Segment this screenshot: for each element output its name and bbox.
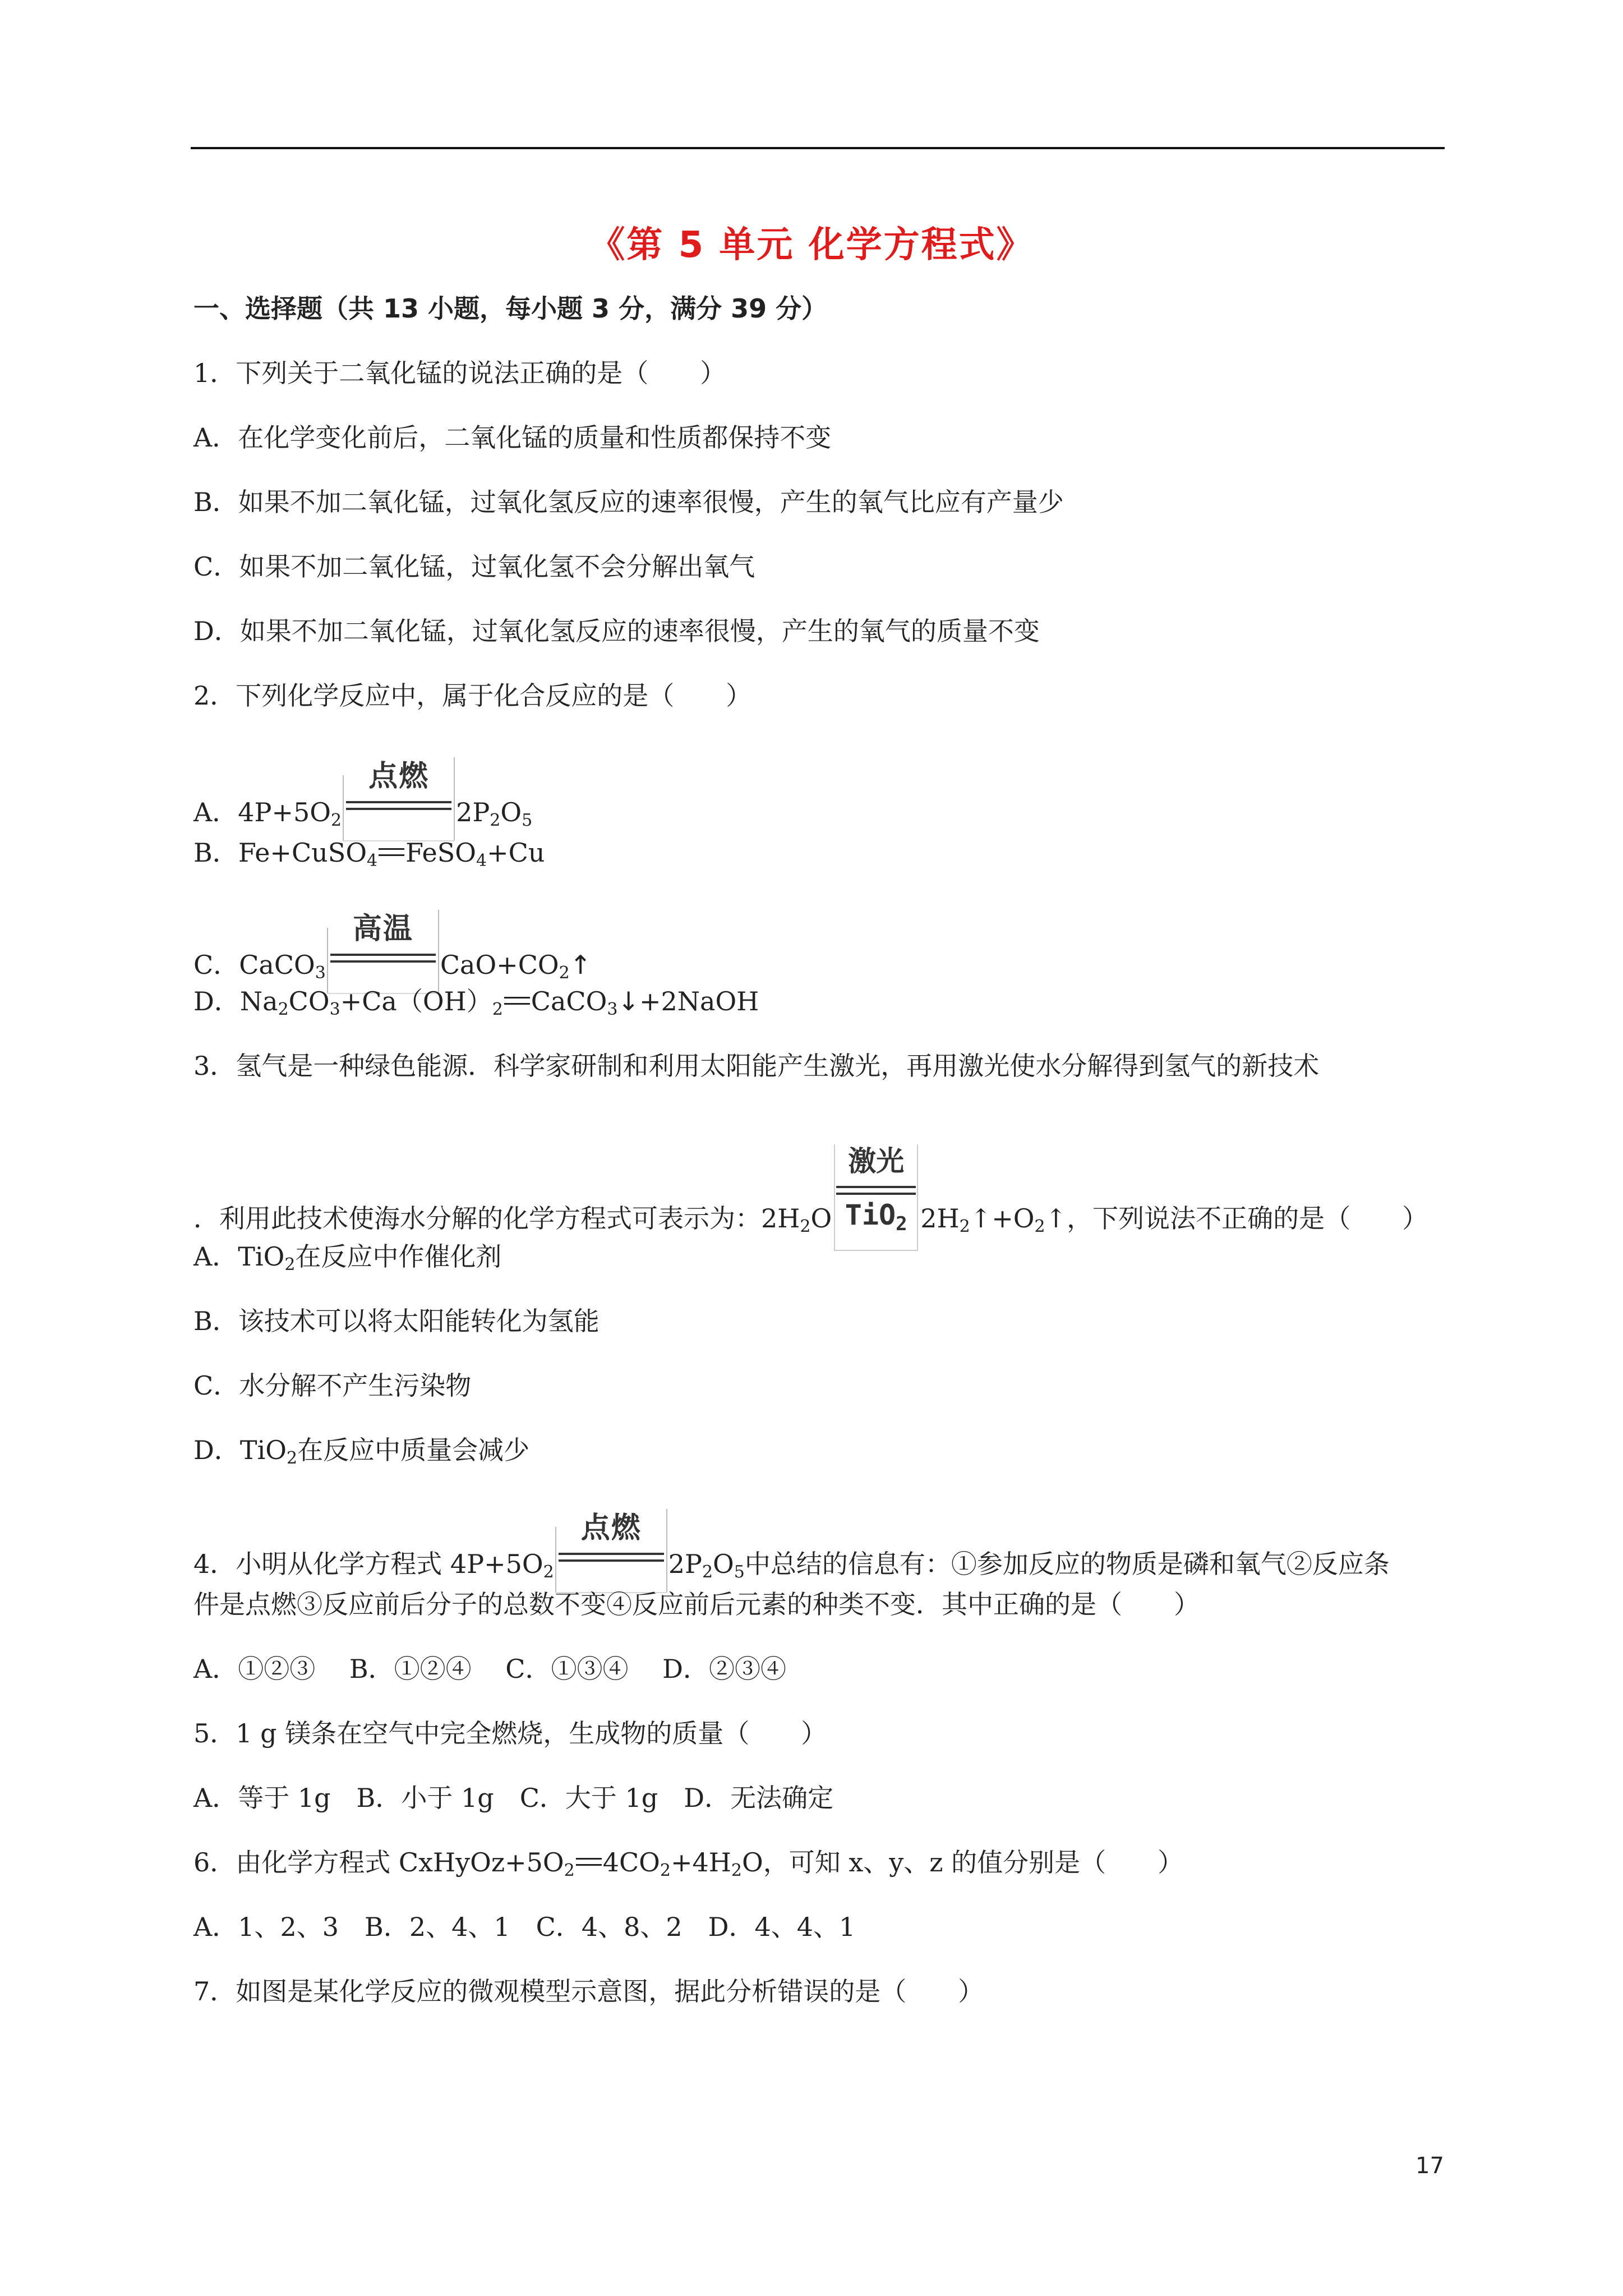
- formula-text: 4P+5O: [238, 797, 331, 827]
- question-3-stem-line-2: [193, 1144, 1428, 1251]
- subscript: 2: [660, 1861, 671, 1880]
- option-label: C．: [193, 950, 239, 980]
- question-5-stem: 5．1 g 镁条在空气中完全燃烧，生成物的质量（ ）: [193, 1718, 827, 1749]
- catalyst-label: [834, 1198, 918, 1235]
- condition-label: 激光: [848, 1145, 905, 1177]
- reaction-condition-laser: [834, 1144, 918, 1251]
- formula-text: Na: [239, 986, 278, 1016]
- subscript: 5: [522, 811, 533, 830]
- question-3-option-c: C．水分解不产生污染物: [193, 1370, 472, 1401]
- catalyst-formula: TiO: [845, 1199, 896, 1231]
- reaction-condition-ignite: [555, 1509, 667, 1593]
- stem-text: 4．小明从化学方程式 4P+5O: [193, 1549, 543, 1579]
- subscript: 2: [543, 1562, 554, 1582]
- subscript: 2: [731, 1861, 743, 1880]
- condition-label: 点燃: [368, 760, 430, 793]
- header-rule: [191, 147, 1445, 149]
- question-2-option-b: [193, 836, 545, 869]
- subscript: 3: [329, 1000, 340, 1019]
- question-1-option-c: C．如果不加二氧化锰，过氧化氢不会分解出氧气: [193, 551, 755, 582]
- question-1-option-a: A．在化学变化前后，二氧化锰的质量和性质都保持不变: [193, 422, 832, 453]
- formula-text: 4CO: [602, 1847, 660, 1878]
- option-text: A．TiO: [193, 1241, 285, 1272]
- subscript: 2: [492, 1000, 503, 1019]
- subscript: 2: [800, 1217, 811, 1236]
- formula-text: +2NaOH: [639, 986, 759, 1016]
- condition-label: 高温: [352, 912, 413, 946]
- page-number: 17: [1415, 2153, 1444, 2179]
- question-3-option-d: [193, 1433, 529, 1467]
- question-7-stem: 7．如图是某化学反应的微观模型示意图，据此分析错误的是（ ）: [193, 1976, 984, 2007]
- formula-text: ↑+O: [970, 1203, 1035, 1234]
- question-4-stem-line-1: [193, 1509, 1390, 1593]
- formula-text: CaCO: [239, 950, 315, 980]
- question-6-stem: [193, 1846, 1183, 1879]
- equals-sign: [576, 1858, 602, 1866]
- formula-text: +Ca（OH）: [340, 986, 492, 1016]
- reaction-condition-ignite: [343, 757, 455, 841]
- subscript: 2: [564, 1861, 575, 1880]
- question-5-options: A．等于 1g B．小于 1g C．大于 1g D．无法确定: [193, 1783, 834, 1813]
- subscript: 5: [734, 1562, 745, 1582]
- formula-text: 2H: [920, 1203, 960, 1234]
- question-2-stem: 2．下列化学反应中，属于化合反应的是（ ）: [193, 680, 752, 711]
- question-3-stem-line-1: 3．氢气是一种绿色能源．科学家研制和利用太阳能产生激光，再用激光使水分解得到氢气的新技术: [193, 1051, 1320, 1081]
- subscript: 4: [476, 851, 487, 871]
- page-title: 《第 5 单元 化学方程式》: [589, 224, 1034, 266]
- option-text: 在反应中作催化剂: [295, 1241, 502, 1272]
- reaction-condition-high-temp: [327, 910, 439, 994]
- option-label: D．: [193, 986, 240, 1016]
- stem-text: 中总结的信息有：①参加反应的物质是磷和氧气②反应条: [744, 1549, 1390, 1579]
- subscript: 2: [896, 1213, 907, 1235]
- question-1-stem: 1．下列关于二氧化锰的说法正确的是（ ）: [193, 358, 726, 388]
- formula-text: O: [713, 1549, 734, 1579]
- option-text: 在反应中质量会减少: [297, 1435, 530, 1465]
- condition-label: 点燃: [580, 1511, 642, 1545]
- stem-text: ．利用此技术使海水分解的化学方程式可表示为：2H: [193, 1203, 800, 1234]
- formula-text: 2P: [668, 1549, 702, 1579]
- subscript: 3: [607, 1000, 618, 1019]
- formula-text: CaCO: [531, 986, 607, 1016]
- question-1-option-b: B．如果不加二氧化锰，过氧化氢反应的速率很慢，产生的氧气比应有产量少: [193, 487, 1064, 517]
- option-text: D．TiO: [193, 1435, 287, 1465]
- subscript: 2: [702, 1562, 713, 1582]
- formula-text: 2P: [456, 797, 490, 827]
- subscript: 2: [287, 1448, 298, 1468]
- stem-text: O，可知 x、y、z 的值分别是（ ）: [742, 1847, 1184, 1878]
- formula-text: CO: [288, 986, 330, 1016]
- subscript: 2: [278, 1000, 289, 1019]
- formula-text: +4H: [670, 1847, 731, 1878]
- subscript: 2: [284, 1255, 296, 1274]
- question-2-option-d: [193, 984, 759, 1018]
- subscript: 2: [1034, 1217, 1045, 1236]
- subscript: 2: [959, 1217, 970, 1236]
- precipitate-arrow-icon: ↓: [617, 986, 639, 1016]
- question-4-options: A．①②③ B．①②④ C．①③④ D．②③④: [193, 1654, 786, 1684]
- subscript: 3: [315, 963, 326, 983]
- question-1-option-d: D．如果不加二氧化锰，过氧化氢反应的速率很慢，产生的氧气的质量不变: [193, 616, 1040, 646]
- equals-sign: [379, 848, 404, 856]
- subscript: 2: [330, 811, 342, 830]
- question-2-option-a: [193, 757, 532, 841]
- formula-text: O: [810, 1203, 832, 1234]
- formula-text: +Cu: [487, 838, 545, 868]
- formula-text: Fe+CuSO: [238, 838, 367, 868]
- subscript: 4: [367, 851, 378, 871]
- formula-text: FeSO: [405, 838, 476, 868]
- formula-text: O: [500, 797, 522, 827]
- subscript: 2: [490, 811, 501, 830]
- section-heading: 一、选择题（共 13 小题，每小题 3 分，满分 39 分）: [193, 293, 828, 324]
- option-label: A．: [193, 797, 238, 827]
- subscript: 2: [559, 963, 570, 983]
- equals-sign: [504, 997, 530, 1005]
- question-3-option-a: [193, 1240, 501, 1273]
- question-4-stem-line-2: 件是点燃③反应前后分子的总数不变④反应前后元素的种类不变．其中正确的是（ ）: [193, 1589, 1200, 1619]
- option-label: B．: [193, 838, 238, 868]
- question-6-options: A．1、2、3 B．2、4、1 C．4、8、2 D．4、4、1: [193, 1912, 856, 1942]
- question-2-option-c: [193, 910, 591, 994]
- stem-text: ↑，下列说法不正确的是（ ）: [1045, 1203, 1428, 1234]
- question-3-option-b: B．该技术可以将太阳能转化为氢能: [193, 1306, 600, 1336]
- formula-text: CaO+CO: [440, 950, 559, 980]
- gas-arrow-icon: ↑: [569, 950, 592, 980]
- stem-text: 6．由化学方程式 CxHyOz+5O: [193, 1847, 564, 1878]
